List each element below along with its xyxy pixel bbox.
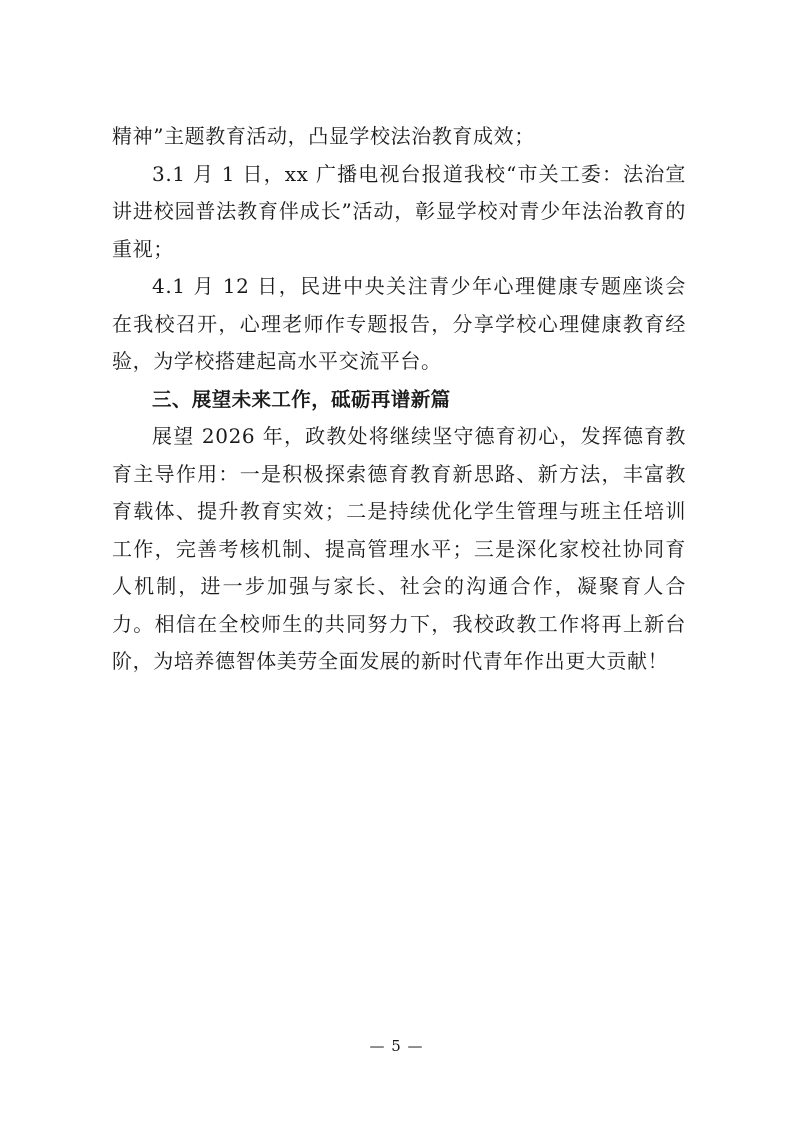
paragraph-outlook: 展望 2026 年，政教处将继续坚守德育初心，发挥德育教育主导作用：一是积极探索德育教育新思路、新方法，丰富教育载体、提升教育实效；二是持续优化学生管理与班主任培训工作，完善考核机制、提高管理水平；三是深化家校社协同育人机制，进一步加强与家长、社会的沟通合作，凝聚育人合力。相信在全校师生的共同努力下，我校政教工作将再上新台阶，为培养德智体美劳全面发展的新时代青年作出更大贡献！ — [112, 424, 686, 673]
page-number: — 5 — — [369, 1037, 424, 1055]
paragraph-item-4: 4.1 月 12 日，民进中央关注青少年心理健康专题座谈会在我校召开，心理老师作专题报告，分享学校心理健康教育经验，为学校搭建起高水平交流平台。 — [112, 274, 686, 373]
section-heading: 三、展望未来工作，砥砺再谱新篇 — [152, 387, 451, 411]
document-body — [112, 118, 686, 681]
paragraph-continuation: 精神”主题教育活动，凸显学校法治教育成效； — [112, 124, 535, 148]
paragraph-item-3: 3.1 月 1 日，xx 广播电视台报道我校“市关工委：法治宣讲进校园普法教育伴成长”活动，彰显学校对青少年法治教育的重视； — [112, 161, 686, 261]
